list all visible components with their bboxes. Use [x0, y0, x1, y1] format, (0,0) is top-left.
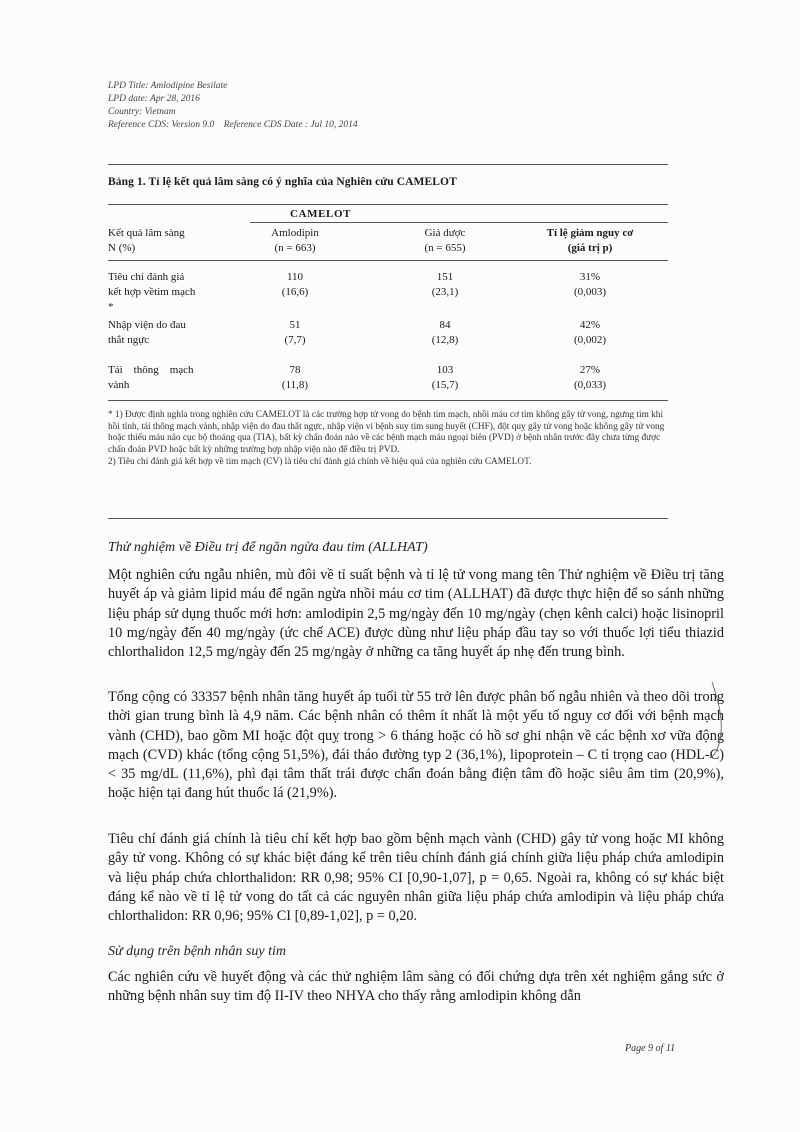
table-footnotes	[108, 410, 668, 469]
footnote-1: * 1) Được định nghĩa trong nghiên cứu CAMELOT là các trường hợp tử vong do bệnh tim mạch, nhồi máu cơ tim không gây tử vong, ngưng tim khi hồi tỉnh, tái thông mạch vành, nhập viện do đau thắt ngực, nhập viện vì bệnh suy tim sung huyết (CHF), đột quỵ gây tử vong hoặc không gây tử vong hoặc thiếu máu não cục bộ thoáng qua (TIA), bất kỳ chẩn đoán nào về các bệnh mạch máu ngoại biên (PVD) ở bệnh nhân trước đây chưa từng được chẩn đoán PVD hoặc bất kỳ những trường hợp nhập viện nào để điều trị PVD.	[108, 410, 665, 456]
page-number: Page 9 of 11	[625, 1043, 676, 1054]
header-reference: Reference CDS: Version 9.0 Reference CDS Date : Jul 10, 2014	[108, 120, 358, 130]
table-row-label: Nhập viện do đau thắt ngực	[108, 319, 186, 346]
section-heading-allhat: Thử nghiệm về Điều trị để ngăn ngừa đau tim (ALLHAT)	[108, 540, 428, 555]
paragraph-allhat-results: Tiêu chí đánh giá chính là tiêu chí kết hợp bao gồm bệnh mạch vành (CHD) gây tử vong hoặc MI không gây tử vong. Không có sự khác biệt đáng kể trên tiêu chính đánh giá chính giữa liệu pháp chứa amlodipin và liệu pháp chứa chlorthalidon: RR 0,98; 95% CI [0,90-1,07], p = 0,65. Ngoài ra, không có sự khác biệt đáng kể nào về tỉ lệ tử vong do tất cả các nguyên nhân giữa liệu pháp chứa amlodipin và liệu pháp chứa chlorthalidon: RR 0,96; 95% CI [0,89-1,02], p = 0,20.	[108, 831, 724, 925]
table-cell-risk: 31% (0,003)	[573, 271, 607, 298]
table-cell-risk: 42% (0,002)	[573, 319, 607, 346]
header-title: LPD Title: Amlodipine Besilate	[108, 81, 228, 91]
table-cell-amlodipin: 110 (16,6)	[281, 271, 309, 298]
paragraph-heart-failure: Các nghiên cứu về huyết động và các thử nghiệm lâm sàng có đối chứng dựa trên xét nghiệm gắng sức ở những bệnh nhân suy tim độ II-IV theo NHYA cho thấy rằng amlodipin không dẫn	[108, 969, 724, 1005]
header-country: Country: Vietnam	[108, 107, 176, 117]
section-heading-heart-failure: Sử dụng trên bệnh nhân suy tim	[108, 944, 286, 959]
table-header-rule	[108, 260, 668, 261]
table-group-header: CAMELOT	[290, 208, 352, 220]
table-cell-placebo: 151 (23,1)	[431, 271, 459, 298]
table-row-label: Tái thông mạch vành	[108, 364, 194, 391]
table-cell-amlodipin: 78 (11,8)	[281, 364, 309, 391]
column-header-outcome: Kết quả lâm sàng N (%)	[108, 227, 185, 254]
footnote-2: 2) Tiêu chí đánh giá kết hợp về tim mạch (CV) là tiêu chí đánh giá chính về hiệu quả của nghiên cứu CAMELOT.	[108, 456, 532, 467]
header-date: LPD date: Apr 28, 2016	[108, 94, 200, 104]
column-header-risk-reduction: Tỉ lệ giảm nguy cơ (giá trị p)	[546, 227, 634, 254]
table-group-rule	[250, 222, 668, 223]
column-header-placebo: Giả dược (n = 655)	[424, 227, 466, 254]
paragraph-allhat-design: Một nghiên cứu ngẫu nhiên, mù đôi về tỉ suất bệnh và tỉ lệ tử vong mang tên Thử nghiệm về Điều trị tăng huyết áp và giảm lipid máu để ngăn ngừa nhồi máu cơ tim (ALLHAT) đã được thực hiện để so sánh những liệu pháp sử dụng thuốc mới hơn: amlodipin 2,5 mg/ngày đến 10 mg/ngày (chẹn kênh calci) hoặc lisinopril 10 mg/ngày đến 40 mg/ngày (ức chế ACE) được dùng như liệu pháp đầu tay so với thuốc lợi tiểu thiazid chlorthalidon 12,5 mg/ngày đến 25 mg/ngày ở những ca tăng huyết áp nhẹ đến trung bình.	[108, 567, 724, 661]
table-cell-amlodipin: 51 (7,7)	[284, 319, 306, 346]
paragraph-allhat-patients: Tổng cộng có 33357 bệnh nhân tăng huyết áp tuổi từ 55 trở lên được phân bố ngẫu nhiên và theo dõi trong thời gian trung bình là 4,9 năm. Các bệnh nhân có thêm ít nhất là một yếu tố nguy cơ đối với bệnh mạch vành (CHD), bao gồm MI hoặc đột quỵ trong > 6 tháng hoặc có hồ sơ ghi nhận về các bệnh xơ vữa động mạch (CVD) khác (tổng cộng 51,5%), đái tháo đường typ 2 (36,1%), lipoprotein – C tỉ trọng cao (HDL-C) < 35 mg/dL (11,6%), phì đại tâm thất trái được chẩn đoán bằng điện tâm đồ hoặc siêu âm tim (20,9%), hoặc hiện tại đang hút thuốc lá (21,9%).	[108, 689, 724, 802]
table-caption: Bảng 1. Tỉ lệ kết quả lâm sàng có ý nghĩa của Nghiên cứu CAMELOT	[108, 176, 457, 188]
document-header	[108, 80, 358, 132]
header-divider	[108, 164, 668, 165]
table-top-rule	[108, 204, 668, 205]
table-cell-placebo: 84 (12,8)	[431, 319, 459, 346]
table-cell-risk: 27% (0,033)	[573, 364, 607, 391]
footnote-divider	[108, 518, 668, 519]
table-bottom-rule	[108, 400, 668, 401]
column-header-amlodipin: Amlodipin (n = 663)	[271, 227, 319, 254]
table-cell-placebo: 103 (15,7)	[431, 364, 459, 391]
table-row-label: Tiêu chí đánh giá kết hợp vềtim mạch *	[108, 271, 196, 313]
